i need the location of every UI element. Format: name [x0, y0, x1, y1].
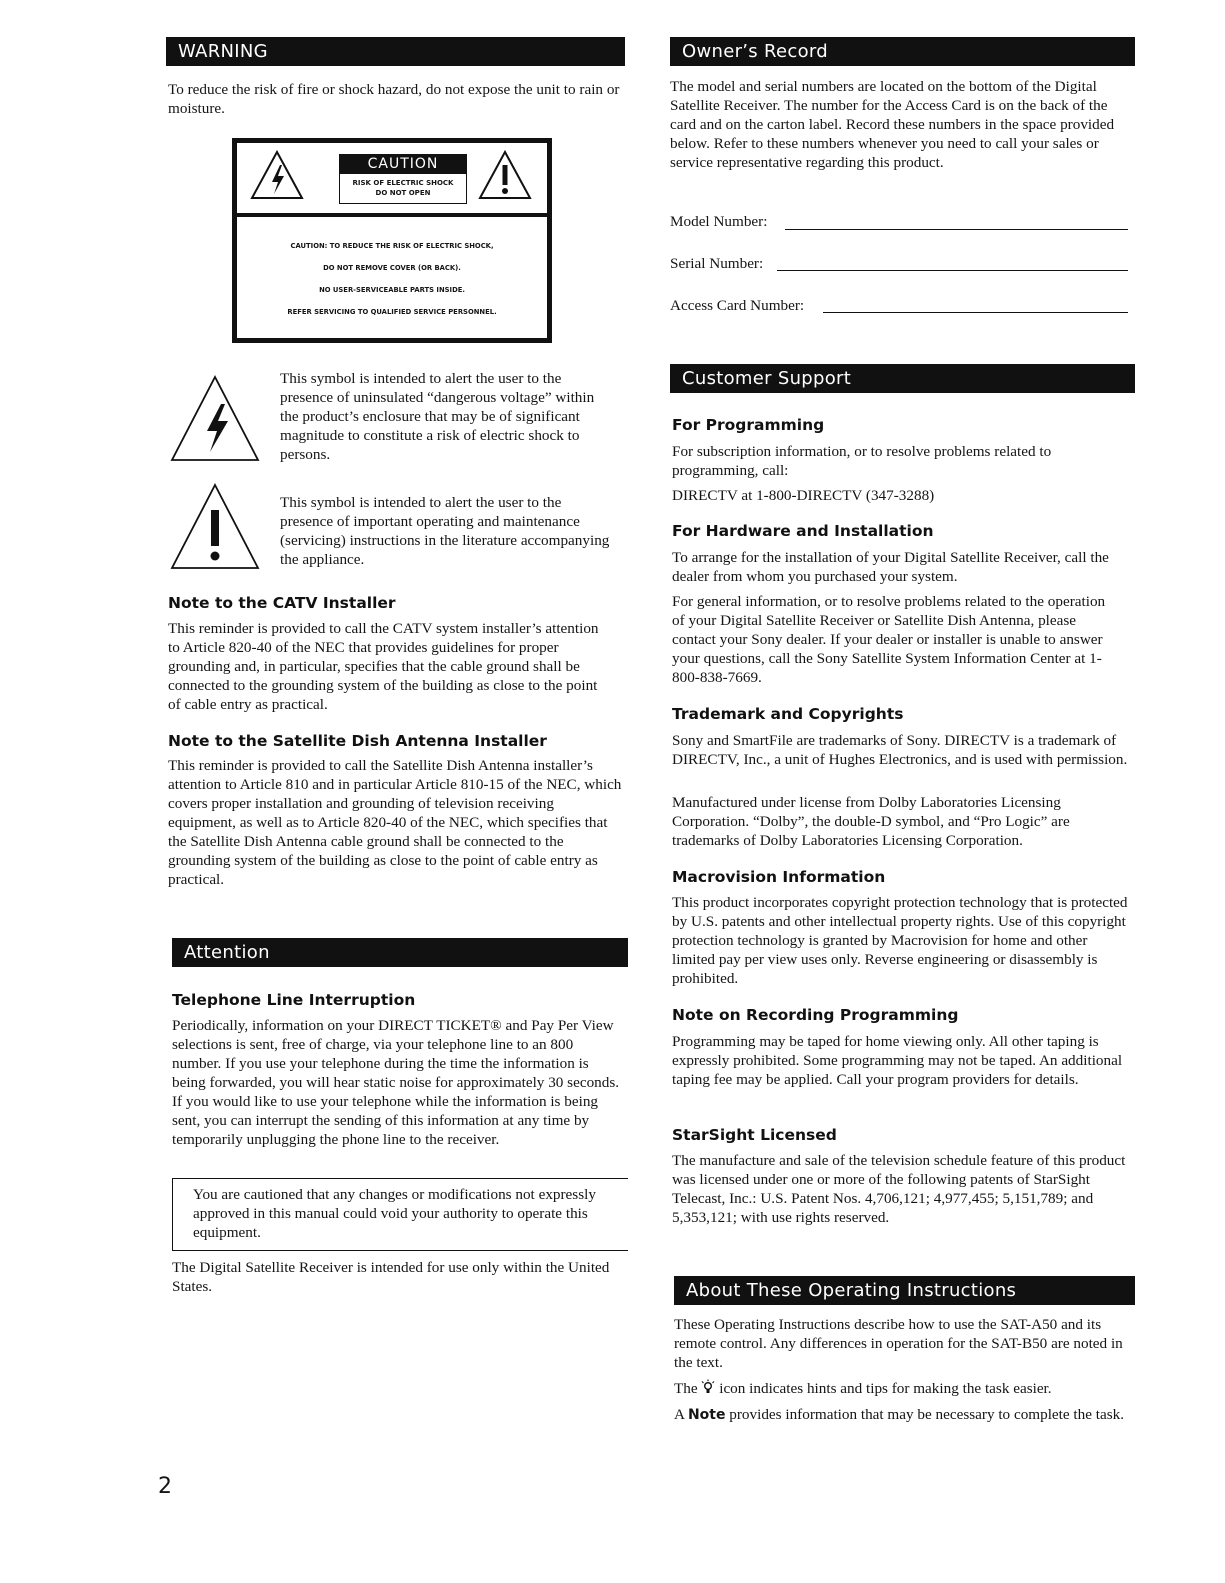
exclamation-warning-icon	[477, 149, 533, 201]
caution-sub	[339, 174, 467, 204]
trademark-heading: Trademark and Copyrights	[672, 705, 904, 723]
macrovision-text: This product incorporates copyright protection technology that is protected by U.S. patents and other intellectual property rights. Use of this copyright protection technology is granted by Macrovision for home and other limited pay per view uses only. Reverse engineering or disassembly is prohibited.	[672, 894, 1128, 987]
usage-text: The Digital Satellite Receiver is intended for use only within the United States.	[172, 1259, 610, 1295]
caution-sub-line: RISK OF ELECTRIC SHOCK	[352, 179, 454, 187]
serial-number-label: Serial Number:	[670, 255, 764, 272]
recording-text: Programming may be taped for home viewing only. All other taping is expressly prohibited. Some programming may not be taped. An additional taping fee may be applied. Call your program providers for details.	[672, 1033, 1123, 1088]
customer-support-header: Customer Support	[670, 364, 1135, 393]
hint-lightbulb-icon	[701, 1379, 715, 1395]
caution-note-text: You are cautioned that any changes or modifications not expressly approved in this manual could void your authority to operate this equipment.	[193, 1186, 596, 1241]
about-text-3-start: A	[674, 1406, 685, 1423]
hardware-heading: For Hardware and Installation	[672, 522, 934, 540]
about-text-2-end: icon indicates hints and tips for making the task easier.	[719, 1380, 1052, 1397]
model-number-label: Model Number:	[670, 213, 768, 230]
programming-phone: DIRECTV at 1-800-DIRECTV (347-3288)	[672, 487, 935, 504]
programming-text: For subscription information, or to resolve problems related to programming, call:	[672, 443, 1052, 479]
note-label: Note	[687, 1407, 726, 1423]
trademark-text-2: Manufactured under license from Dolby Laboratories Licensing Corporation. “Dolby”, the double-D symbol, and “Pro Logic” are trademarks of Dolby Laboratories Licensing Corporation.	[672, 794, 1070, 849]
lightning-warning-icon	[249, 149, 305, 201]
serial-number-line[interactable]	[777, 270, 1128, 271]
caution-line: CAUTION: TO REDUCE THE RISK OF ELECTRIC SHOCK,	[290, 242, 494, 250]
catv-heading: Note to the CATV Installer	[168, 594, 396, 612]
recording-heading: Note on Recording Programming	[672, 1006, 959, 1024]
page-number: 2	[158, 1474, 172, 1499]
macrovision-heading: Macrovision Information	[672, 868, 886, 886]
access-card-number-label: Access Card Number:	[670, 297, 805, 314]
caution-line: NO USER-SERVICEABLE PARTS INSIDE.	[319, 286, 465, 294]
lightning-symbol-icon	[168, 374, 262, 464]
hardware-text-2: For general information, or to resolve problems related to the operation of your Digital Satellite Receiver or Satellite Dish Antenna, please contact your Sony dealer. If your dealer or installer is unable to answer your questions, call the Sony Satellite System Information Center at 1-800-838-7669.	[672, 593, 1106, 686]
exclamation-symbol-text: This symbol is intended to alert the user to the presence of important operating and maintenance (servicing) instructions in the literature accompanying the appliance.	[280, 494, 610, 568]
caution-label-graphic	[232, 138, 552, 343]
satellite-text: This reminder is provided to call the Satellite Dish Antenna installer’s attention to Article 810 and in particular Article 810-15 of the NEC, which covers proper installation and grounding of television receiving equipment, as well as to Article 820-40 of the NEC, which specifies that the Satellite Dish Antenna cable ground shall be connected to the grounding system of the building as close to the point of cable entry as practical.	[168, 757, 622, 888]
telephone-text: Periodically, information on your DIRECT TICKET® and Pay Per View selections is sent, free of charge, via your telephone line to an 800 number. If you use your telephone during the time the information is being forwarded, you will hear static noise for approximately 30 seconds. If you would like to use your telephone while the information is being sent, you can interrupt the sending of this information at any time by temporarily unplugging the phone line to the receiver.	[172, 1017, 620, 1148]
exclamation-symbol-icon	[168, 482, 262, 572]
telephone-heading: Telephone Line Interruption	[172, 991, 416, 1009]
caution-lines	[237, 235, 547, 323]
about-text-2-start: The	[674, 1380, 698, 1397]
caution-note-box	[172, 1178, 628, 1251]
owners-record-header: Owner’s Record	[670, 37, 1135, 66]
trademark-text-1: Sony and SmartFile are trademarks of Sony. DIRECTV is a trademark of DIRECTV, Inc., a unit of Hughes Electronics, and is used with permission.	[672, 732, 1128, 768]
caution-line: REFER SERVICING TO QUALIFIED SERVICE PERSONNEL.	[287, 308, 497, 316]
warning-header: WARNING	[166, 37, 625, 66]
attention-header: Attention	[172, 938, 628, 967]
lightning-symbol-text: This symbol is intended to alert the user to the presence of uninsulated “dangerous voltage” within the product’s enclosure that may be of significant magnitude to constitute a risk of electric shock to persons.	[280, 370, 595, 463]
caution-sub-line: DO NOT OPEN	[375, 189, 431, 197]
about-text-2	[674, 1379, 1129, 1398]
about-instructions-header: About These Operating Instructions	[674, 1276, 1135, 1305]
about-text-3	[674, 1405, 1129, 1425]
hardware-text-1: To arrange for the installation of your Digital Satellite Receiver, call the dealer from whom you purchased your system.	[672, 549, 1109, 585]
about-text-3-rest: provides information that may be necessary to complete the task.	[729, 1406, 1125, 1423]
access-card-number-line[interactable]	[823, 312, 1128, 313]
warning-text: To reduce the risk of fire or shock hazard, do not expose the unit to rain or moisture.	[168, 81, 620, 117]
caution-line: DO NOT REMOVE COVER (OR BACK).	[323, 264, 461, 272]
owners-record-text: The model and serial numbers are located on the bottom of the Digital Satellite Receiver. The number for the Access Card is on the back of the card and on the carton label. Record these numbers in the space provided below. Refer to these numbers whenever you need to call your sales or service representative regarding this product.	[670, 78, 1115, 171]
model-number-line[interactable]	[785, 229, 1128, 230]
catv-text: This reminder is provided to call the CATV system installer’s attention to Article 820-40 of the NEC that provides guidelines for proper grounding and, in particular, specifies that the cable ground shall be connected to the grounding system of the building as close to the point of cable entry as practical.	[168, 620, 599, 713]
programming-heading: For Programming	[672, 416, 825, 434]
caution-head: CAUTION	[339, 154, 467, 174]
starsight-heading: StarSight Licensed	[672, 1126, 837, 1144]
caution-label	[339, 154, 467, 206]
about-text-1: These Operating Instructions describe how to use the SAT-A50 and its remote control. Any differences in operation for the SAT-B50 are noted in the text.	[674, 1316, 1123, 1371]
starsight-text: The manufacture and sale of the television schedule feature of this product was licensed under one or more of the following patents of StarSight Telecast, Inc.: U.S. Patent Nos. 4,706,121; 4,977,455; 5,151,789; and 5,353,121; with use rights reserved.	[672, 1152, 1126, 1226]
satellite-heading: Note to the Satellite Dish Antenna Installer	[168, 732, 547, 750]
